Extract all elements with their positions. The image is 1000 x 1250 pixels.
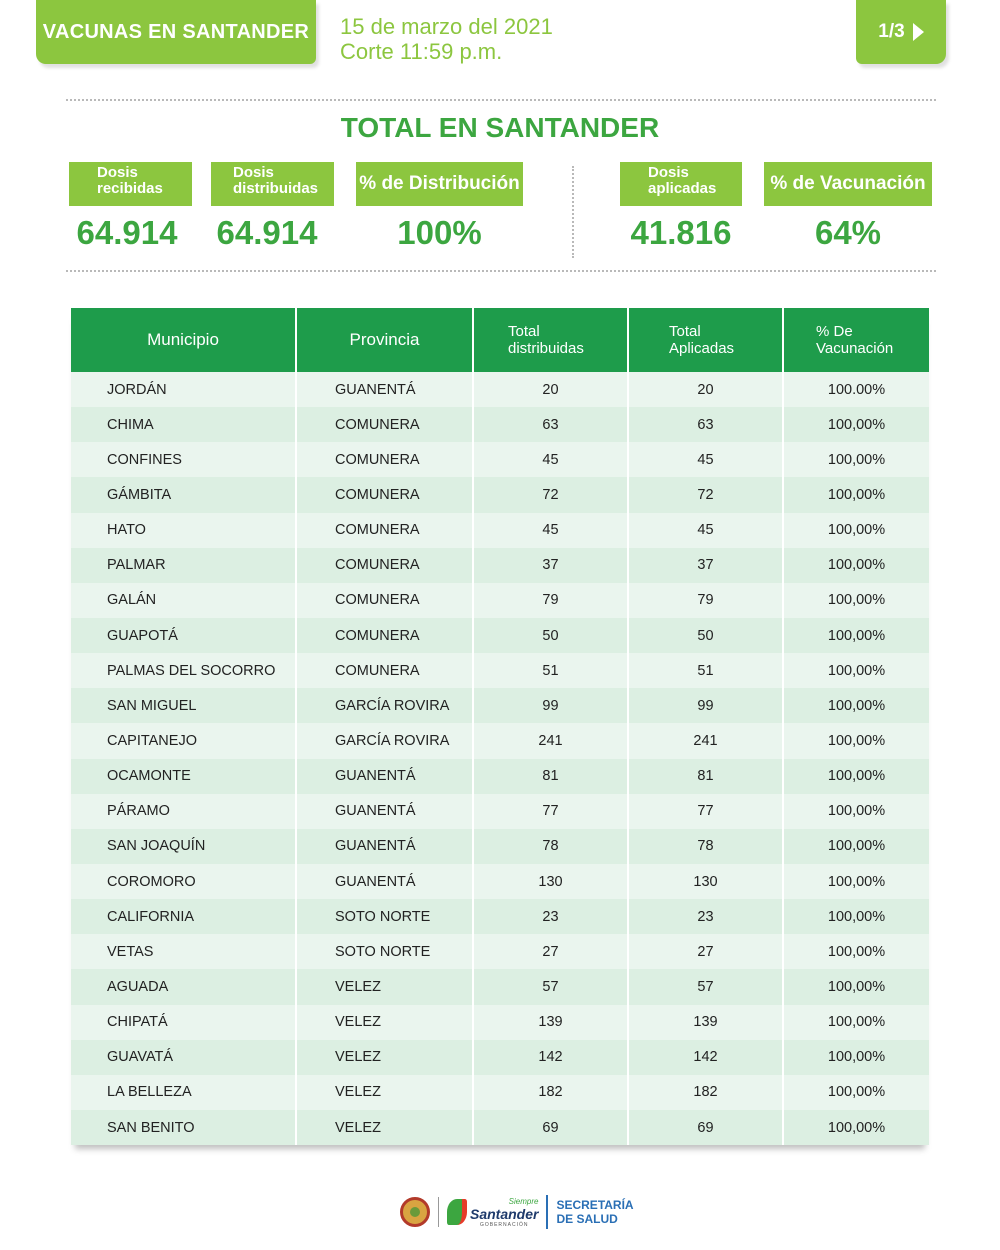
vaccination-table <box>71 308 929 1145</box>
cell-total-aplicadas: 78 <box>628 829 783 864</box>
table-row <box>71 759 929 794</box>
cell-municipio: SAN JOAQUÍN <box>71 829 296 864</box>
secretaria-separator <box>546 1195 548 1229</box>
cell-pct-vacunacion: 100,00% <box>827 697 886 714</box>
label-line: recibidas <box>97 180 163 197</box>
cell-total-aplicadas: 142 <box>628 1040 783 1075</box>
cell-total-aplicadas: 57 <box>628 969 783 1004</box>
dosis-aplicadas-label <box>620 162 742 206</box>
cell-total-distribuidas: 51 <box>473 653 628 688</box>
report-cutoff-line: Corte 11:59 p.m. <box>340 39 503 64</box>
label-line: Dosis <box>648 164 689 181</box>
cell-municipio: PALMAR <box>71 548 296 583</box>
cell-pct-vacunacion: 100,00% <box>827 1084 886 1101</box>
cell-provincia: COMUNERA <box>296 442 473 477</box>
col-header-provincia[interactable]: Provincia <box>296 308 473 372</box>
cell-provincia: COMUNERA <box>296 477 473 512</box>
table-row <box>71 1075 929 1110</box>
table-row <box>71 407 929 442</box>
cell-provincia: VELEZ <box>296 1040 473 1075</box>
table-row <box>71 1040 929 1075</box>
table-row <box>71 653 929 688</box>
brand-text <box>470 1196 538 1229</box>
cell-total-distribuidas: 20 <box>473 372 628 407</box>
cell-provincia: COMUNERA <box>296 548 473 583</box>
cell-pct-vacunacion: 100,00% <box>827 943 886 960</box>
cell-municipio: VETAS <box>71 934 296 969</box>
cell-pct-vacunacion: 100,00% <box>827 416 886 433</box>
cell-pct-vacunacion: 100,00% <box>827 627 886 644</box>
table-row <box>71 372 929 407</box>
dosis-aplicadas-value: 41.816 <box>630 214 732 251</box>
santander-swirl-icon <box>447 1199 467 1225</box>
cell-municipio: GÁMBITA <box>71 477 296 512</box>
cell-total-aplicadas: 51 <box>628 653 783 688</box>
cell-total-distribuidas: 139 <box>473 1005 628 1040</box>
cell-total-aplicadas: 20 <box>628 372 783 407</box>
table-row <box>71 548 929 583</box>
cell-total-distribuidas: 69 <box>473 1110 628 1145</box>
cell-total-aplicadas: 23 <box>628 899 783 934</box>
pct-distribucion-label: % de Distribución <box>356 162 523 206</box>
table-row <box>71 583 929 618</box>
cell-pct-vacunacion: 100,00% <box>827 557 886 574</box>
cell-municipio: OCAMONTE <box>71 759 296 794</box>
cell-pct-vacunacion: 100,00% <box>827 662 886 679</box>
table-row <box>71 969 929 1004</box>
table-row <box>71 1110 929 1145</box>
header-line: Aplicadas <box>669 340 735 357</box>
table-row <box>71 688 929 723</box>
cell-total-aplicadas: 72 <box>628 477 783 512</box>
label-line: Dosis <box>233 164 274 181</box>
cell-provincia: COMUNERA <box>296 653 473 688</box>
cell-total-aplicadas: 63 <box>628 407 783 442</box>
col-header-municipio[interactable]: Municipio <box>71 308 296 372</box>
cell-total-distribuidas: 99 <box>473 688 628 723</box>
cell-municipio: GALÁN <box>71 583 296 618</box>
pct-distribucion-value: 100% <box>397 214 482 251</box>
cell-total-distribuidas: 27 <box>473 934 628 969</box>
cell-pct-vacunacion: 100,00% <box>827 978 886 995</box>
summary-divider <box>572 166 574 258</box>
table-row <box>71 899 929 934</box>
cell-pct-vacunacion: 100,00% <box>827 1014 886 1031</box>
brand-big: Santander <box>470 1205 539 1222</box>
cell-total-distribuidas: 81 <box>473 759 628 794</box>
cell-pct-vacunacion: 100,00% <box>827 768 886 785</box>
cell-provincia: SOTO NORTE <box>296 934 473 969</box>
cell-pct-vacunacion: 100,00% <box>827 1049 886 1066</box>
vaccination-table-container <box>71 308 929 1145</box>
cell-pct-vacunacion: 100,00% <box>827 1119 886 1136</box>
cell-total-distribuidas: 37 <box>473 548 628 583</box>
footer-logos <box>400 1192 634 1232</box>
cell-provincia: COMUNERA <box>296 618 473 653</box>
brand-small: Siempre <box>508 1196 539 1206</box>
logo-separator <box>438 1197 439 1227</box>
header-title: VACUNAS EN SANTANDER <box>42 20 310 43</box>
cell-provincia: VELEZ <box>296 1005 473 1040</box>
cell-total-distribuidas: 50 <box>473 618 628 653</box>
table-header-row <box>71 308 929 372</box>
table-row <box>71 477 929 512</box>
cell-provincia: SOTO NORTE <box>296 899 473 934</box>
table-body <box>71 372 929 1145</box>
cell-total-aplicadas: 241 <box>628 723 783 758</box>
cell-pct-vacunacion: 100.00% <box>827 381 886 398</box>
table-row <box>71 442 929 477</box>
cell-provincia: VELEZ <box>296 1075 473 1110</box>
cell-provincia: COMUNERA <box>296 513 473 548</box>
col-header-total-aplicadas[interactable] <box>628 308 783 372</box>
cell-provincia: GUANENTÁ <box>296 794 473 829</box>
cell-provincia: COMUNERA <box>296 583 473 618</box>
label-line: Dosis <box>97 164 138 181</box>
header-line: Total <box>508 323 540 340</box>
cell-pct-vacunacion: 100,00% <box>827 486 886 503</box>
cell-total-aplicadas: 81 <box>628 759 783 794</box>
summary-bottom-divider <box>66 270 936 272</box>
cell-provincia: GUANENTÁ <box>296 864 473 899</box>
cell-municipio: CALIFORNIA <box>71 899 296 934</box>
cell-municipio: GUAVATÁ <box>71 1040 296 1075</box>
col-header-total-distribuidas[interactable] <box>473 308 628 372</box>
cell-total-aplicadas: 45 <box>628 442 783 477</box>
cell-provincia: COMUNERA <box>296 407 473 442</box>
label-line: distribuidas <box>233 180 319 197</box>
cell-total-distribuidas: 77 <box>473 794 628 829</box>
pct-vacunacion-value: 64% <box>814 214 882 251</box>
cell-municipio: PALMAS DEL SOCORRO <box>71 653 296 688</box>
cell-provincia: GUANENTÁ <box>296 372 473 407</box>
cell-municipio: CHIMA <box>71 407 296 442</box>
cell-total-aplicadas: 69 <box>628 1110 783 1145</box>
pct-vacunacion-label: % de Vacunación <box>764 162 932 206</box>
cell-pct-vacunacion: 100,00% <box>827 592 886 609</box>
cell-total-distribuidas: 142 <box>473 1040 628 1075</box>
secretaria-salud <box>556 1198 633 1226</box>
page-indicator: 1/3 <box>878 21 905 42</box>
cell-total-distribuidas: 130 <box>473 864 628 899</box>
cell-municipio: GUAPOTÁ <box>71 618 296 653</box>
cell-total-distribuidas: 182 <box>473 1075 628 1110</box>
cell-total-distribuidas: 45 <box>473 513 628 548</box>
cell-municipio: JORDÁN <box>71 372 296 407</box>
cell-total-aplicadas: 27 <box>628 934 783 969</box>
cell-provincia: GUANENTÁ <box>296 829 473 864</box>
cell-total-distribuidas: 45 <box>473 442 628 477</box>
cell-pct-vacunacion: 100,00% <box>827 838 886 855</box>
cell-municipio: SAN BENITO <box>71 1110 296 1145</box>
cell-pct-vacunacion: 100,00% <box>827 522 886 539</box>
cell-municipio: SAN MIGUEL <box>71 688 296 723</box>
cell-municipio: CONFINES <box>71 442 296 477</box>
cell-pct-vacunacion: 100,00% <box>827 908 886 925</box>
cell-total-distribuidas: 79 <box>473 583 628 618</box>
cell-provincia: GARCÍA ROVIRA <box>296 723 473 758</box>
header-line: distribuidas <box>508 340 584 357</box>
cell-pct-vacunacion: 100,00% <box>827 451 886 468</box>
cell-municipio: HATO <box>71 513 296 548</box>
cell-total-aplicadas: 77 <box>628 794 783 829</box>
table-row <box>71 723 929 758</box>
cell-total-aplicadas: 50 <box>628 618 783 653</box>
cell-municipio: COROMORO <box>71 864 296 899</box>
table-row <box>71 618 929 653</box>
cell-total-distribuidas: 63 <box>473 407 628 442</box>
secretaria-line: DE SALUD <box>556 1212 618 1226</box>
header-line: Total <box>669 323 701 340</box>
cell-total-aplicadas: 182 <box>628 1075 783 1110</box>
cell-municipio: LA BELLEZA <box>71 1075 296 1110</box>
cell-total-distribuidas: 23 <box>473 899 628 934</box>
cell-total-distribuidas: 72 <box>473 477 628 512</box>
cell-pct-vacunacion: 100,00% <box>827 732 886 749</box>
cell-municipio: PÁRAMO <box>71 794 296 829</box>
cell-provincia: VELEZ <box>296 1110 473 1145</box>
dosis-distribuidas-value: 64.914 <box>216 214 318 251</box>
cell-total-distribuidas: 78 <box>473 829 628 864</box>
table-row <box>71 794 929 829</box>
cell-total-aplicadas: 130 <box>628 864 783 899</box>
cell-total-aplicadas: 79 <box>628 583 783 618</box>
cell-provincia: GUANENTÁ <box>296 759 473 794</box>
table-row <box>71 934 929 969</box>
cell-provincia: GARCÍA ROVIRA <box>296 688 473 723</box>
santander-logo <box>447 1196 538 1229</box>
cell-municipio: AGUADA <box>71 969 296 1004</box>
dosis-recibidas-value: 64.914 <box>76 214 178 251</box>
dosis-recibidas-label <box>69 162 192 206</box>
table-row <box>71 864 929 899</box>
header-line: Vacunación <box>816 340 894 357</box>
cell-total-aplicadas: 99 <box>628 688 783 723</box>
brand-tiny: GOBERNACIÓN <box>479 1221 529 1228</box>
cell-total-aplicadas: 37 <box>628 548 783 583</box>
dosis-distribuidas-label <box>211 162 334 206</box>
summary-title: TOTAL EN SANTANDER <box>340 112 660 143</box>
cell-pct-vacunacion: 100,00% <box>827 873 886 890</box>
cell-municipio: CHIPATÁ <box>71 1005 296 1040</box>
col-header-pct-vacunacion[interactable] <box>783 308 929 372</box>
report-date <box>340 14 553 64</box>
cell-total-distribuidas: 57 <box>473 969 628 1004</box>
label-line: aplicadas <box>648 180 717 197</box>
cell-total-aplicadas: 139 <box>628 1005 783 1040</box>
table-row <box>71 513 929 548</box>
header-title-tab <box>36 0 316 64</box>
department-seal-icon <box>400 1197 430 1227</box>
cell-total-distribuidas: 241 <box>473 723 628 758</box>
cell-municipio: CAPITANEJO <box>71 723 296 758</box>
table-row <box>71 1005 929 1040</box>
secretaria-line: SECRETARÍA <box>556 1198 634 1212</box>
top-divider <box>66 99 936 101</box>
report-date-line: 15 de marzo del 2021 <box>340 14 553 39</box>
cell-pct-vacunacion: 100,00% <box>827 803 886 820</box>
next-page-icon[interactable] <box>913 23 924 41</box>
page-indicator-tab[interactable] <box>856 0 946 64</box>
cell-provincia: VELEZ <box>296 969 473 1004</box>
table-row <box>71 829 929 864</box>
header-line: % De <box>816 323 853 340</box>
cell-total-aplicadas: 45 <box>628 513 783 548</box>
